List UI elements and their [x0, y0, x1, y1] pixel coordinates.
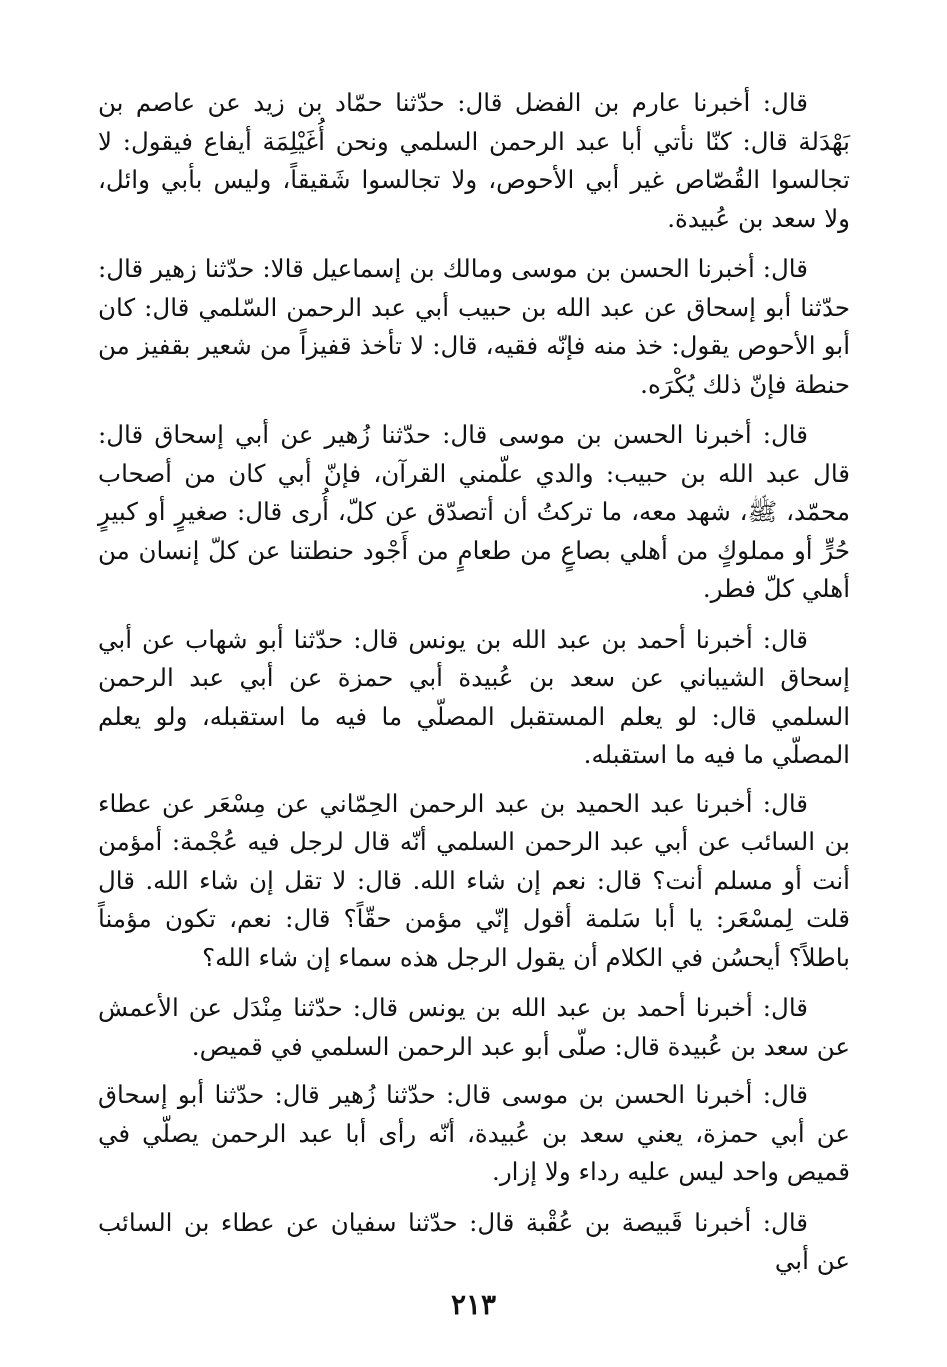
paragraph-5: قال: أخبرنا عبد الحميد بن عبد الرحمن الحِمّاني عن مِسْعَر عن عطاء بن السائب عن أبي عبد الرحمن السلمي أنّه قال لرجل فيه عُجْمة: أمؤمن أنت أو مسلم أنت؟ قال: نعم إن شاء الله. قال: لا تقل إن شاء الله. قال قلت لِمسْعَر: يا أبا سَلمة أقول إنّي مؤمن حقّاً؟ قال: نعم، تكون مؤمناً باطلاً؟ أيحسُن في الكلام أن يقول الرجل هذه سماء إن شاء الله؟: [98, 788, 850, 972]
page-body-text: [98, 84, 850, 1293]
paragraph-6: قال: أخبرنا أحمد بن عبد الله بن يونس قال: حدّثنا مِنْدَل عن الأعمش عن سعد بن عُبيدة قال: صلّى أبو عبد الرحمن السلمي في قميص.: [98, 993, 850, 1061]
paragraph-8: قال: أخبرنا قَبيصة بن عُقْبة قال: حدّثنا سفيان عن عطاء بن السائب عن أبي: [98, 1207, 850, 1275]
paragraph-2: قال: أخبرنا الحسن بن موسى ومالك بن إسماعيل قالا: حدّثنا زهير قال: حدّثنا أبو إسحاق عن عبد الله بن حبيب أبي عبد الرحمن السّلمي قال: كان أبو الأحوص يقول: خذ منه فإنّه فقيه، قال: لا تأخذ قفيزاً من شعير بقفيز من حنطة فإنّ ذلك يُكْرَه.: [98, 254, 850, 399]
paragraph-4: قال: أخبرنا أحمد بن عبد الله بن يونس قال: حدّثنا أبو شهاب عن أبي إسحاق الشيباني عن سعد بن عُبيدة أبي حمزة عن أبي عبد الرحمن السلمي قال: لو يعلم المستقبل المصلّي ما فيه ما استقبله، ولو يعلم المصلّي ما فيه ما استقبله.: [98, 624, 850, 769]
paragraph-3: قال: أخبرنا الحسن بن موسى قال: حدّثنا زُهير عن أبي إسحاق قال: قال عبد الله بن حبيب: والدي علّمني القرآن، فإنّ أبي كان من أصحاب محمّد، ﷺ، شهد معه، ما تركتُ أن أتصدّق عن كلّ، أُرى قال: صغيرٍ أو كبيرٍ حُرٍّ أو مملوكٍ من أهلي بصاعٍ من طعامٍ من أَجْود حنطتنا عن كلّ إنسان من أهلي كلّ فطر.: [98, 420, 850, 603]
paragraph-7: قال: أخبرنا الحسن بن موسى قال: حدّثنا زُهير قال: حدّثنا أبو إسحاق عن أبي حمزة، يعني سعد بن عُبيدة، أنّه رأى أبا عبد الرحمن يصلّي في قميص واحد ليس عليه رداء ولا إزار.: [98, 1080, 850, 1186]
page-number: ٢١٣: [450, 1288, 497, 1321]
paragraph-1: قال: أخبرنا عارم بن الفضل قال: حدّثنا حمّاد بن زيد عن عاصم بن بَهْدَلة قال: كنّا نأتي أبا عبد الرحمن السلمي ونحن أُغَيْلِمَة أيفاع فيقول: لا تجالسوا القُصّاص غير أبي الأحوص، ولا تجالسوا شَقيقاً، وليس بأبي وائل، ولا سعد بن عُبيدة.: [98, 88, 850, 233]
